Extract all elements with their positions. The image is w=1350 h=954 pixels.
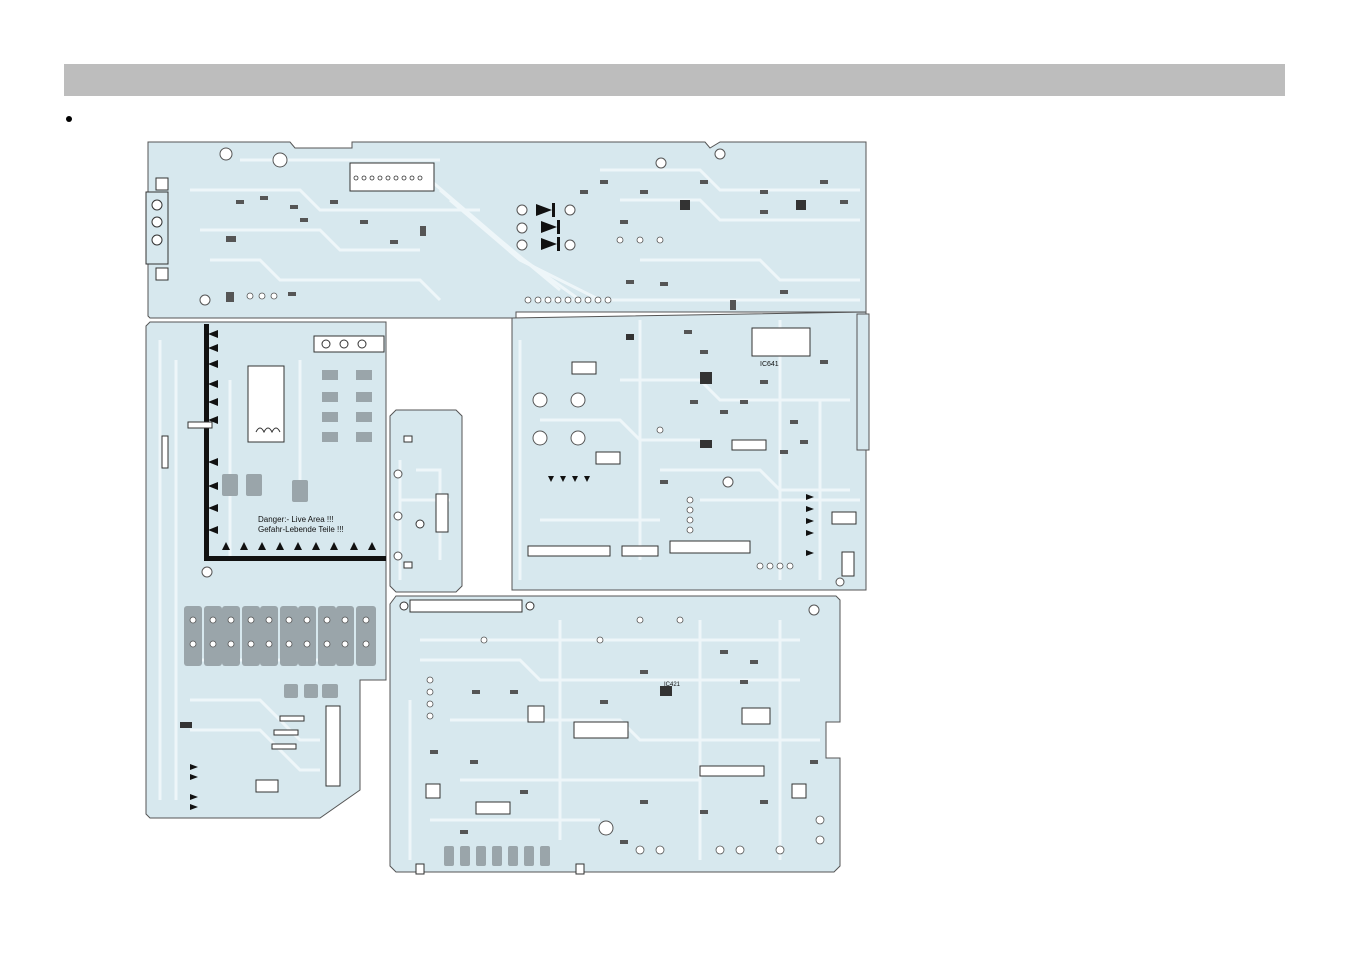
warning-line-1: Danger:- Live Area !!! [258, 515, 334, 524]
ic421-label: IC421 [664, 682, 681, 688]
board-bottom-right [390, 596, 840, 874]
board-small-middle [390, 410, 462, 592]
ic641-label: IC641 [760, 361, 779, 368]
warning-line-2: Gefahr-Lebende Teile !!! [258, 525, 344, 534]
board-right-middle [512, 312, 869, 590]
board-left-power [146, 322, 386, 818]
board-top-section [146, 142, 866, 318]
